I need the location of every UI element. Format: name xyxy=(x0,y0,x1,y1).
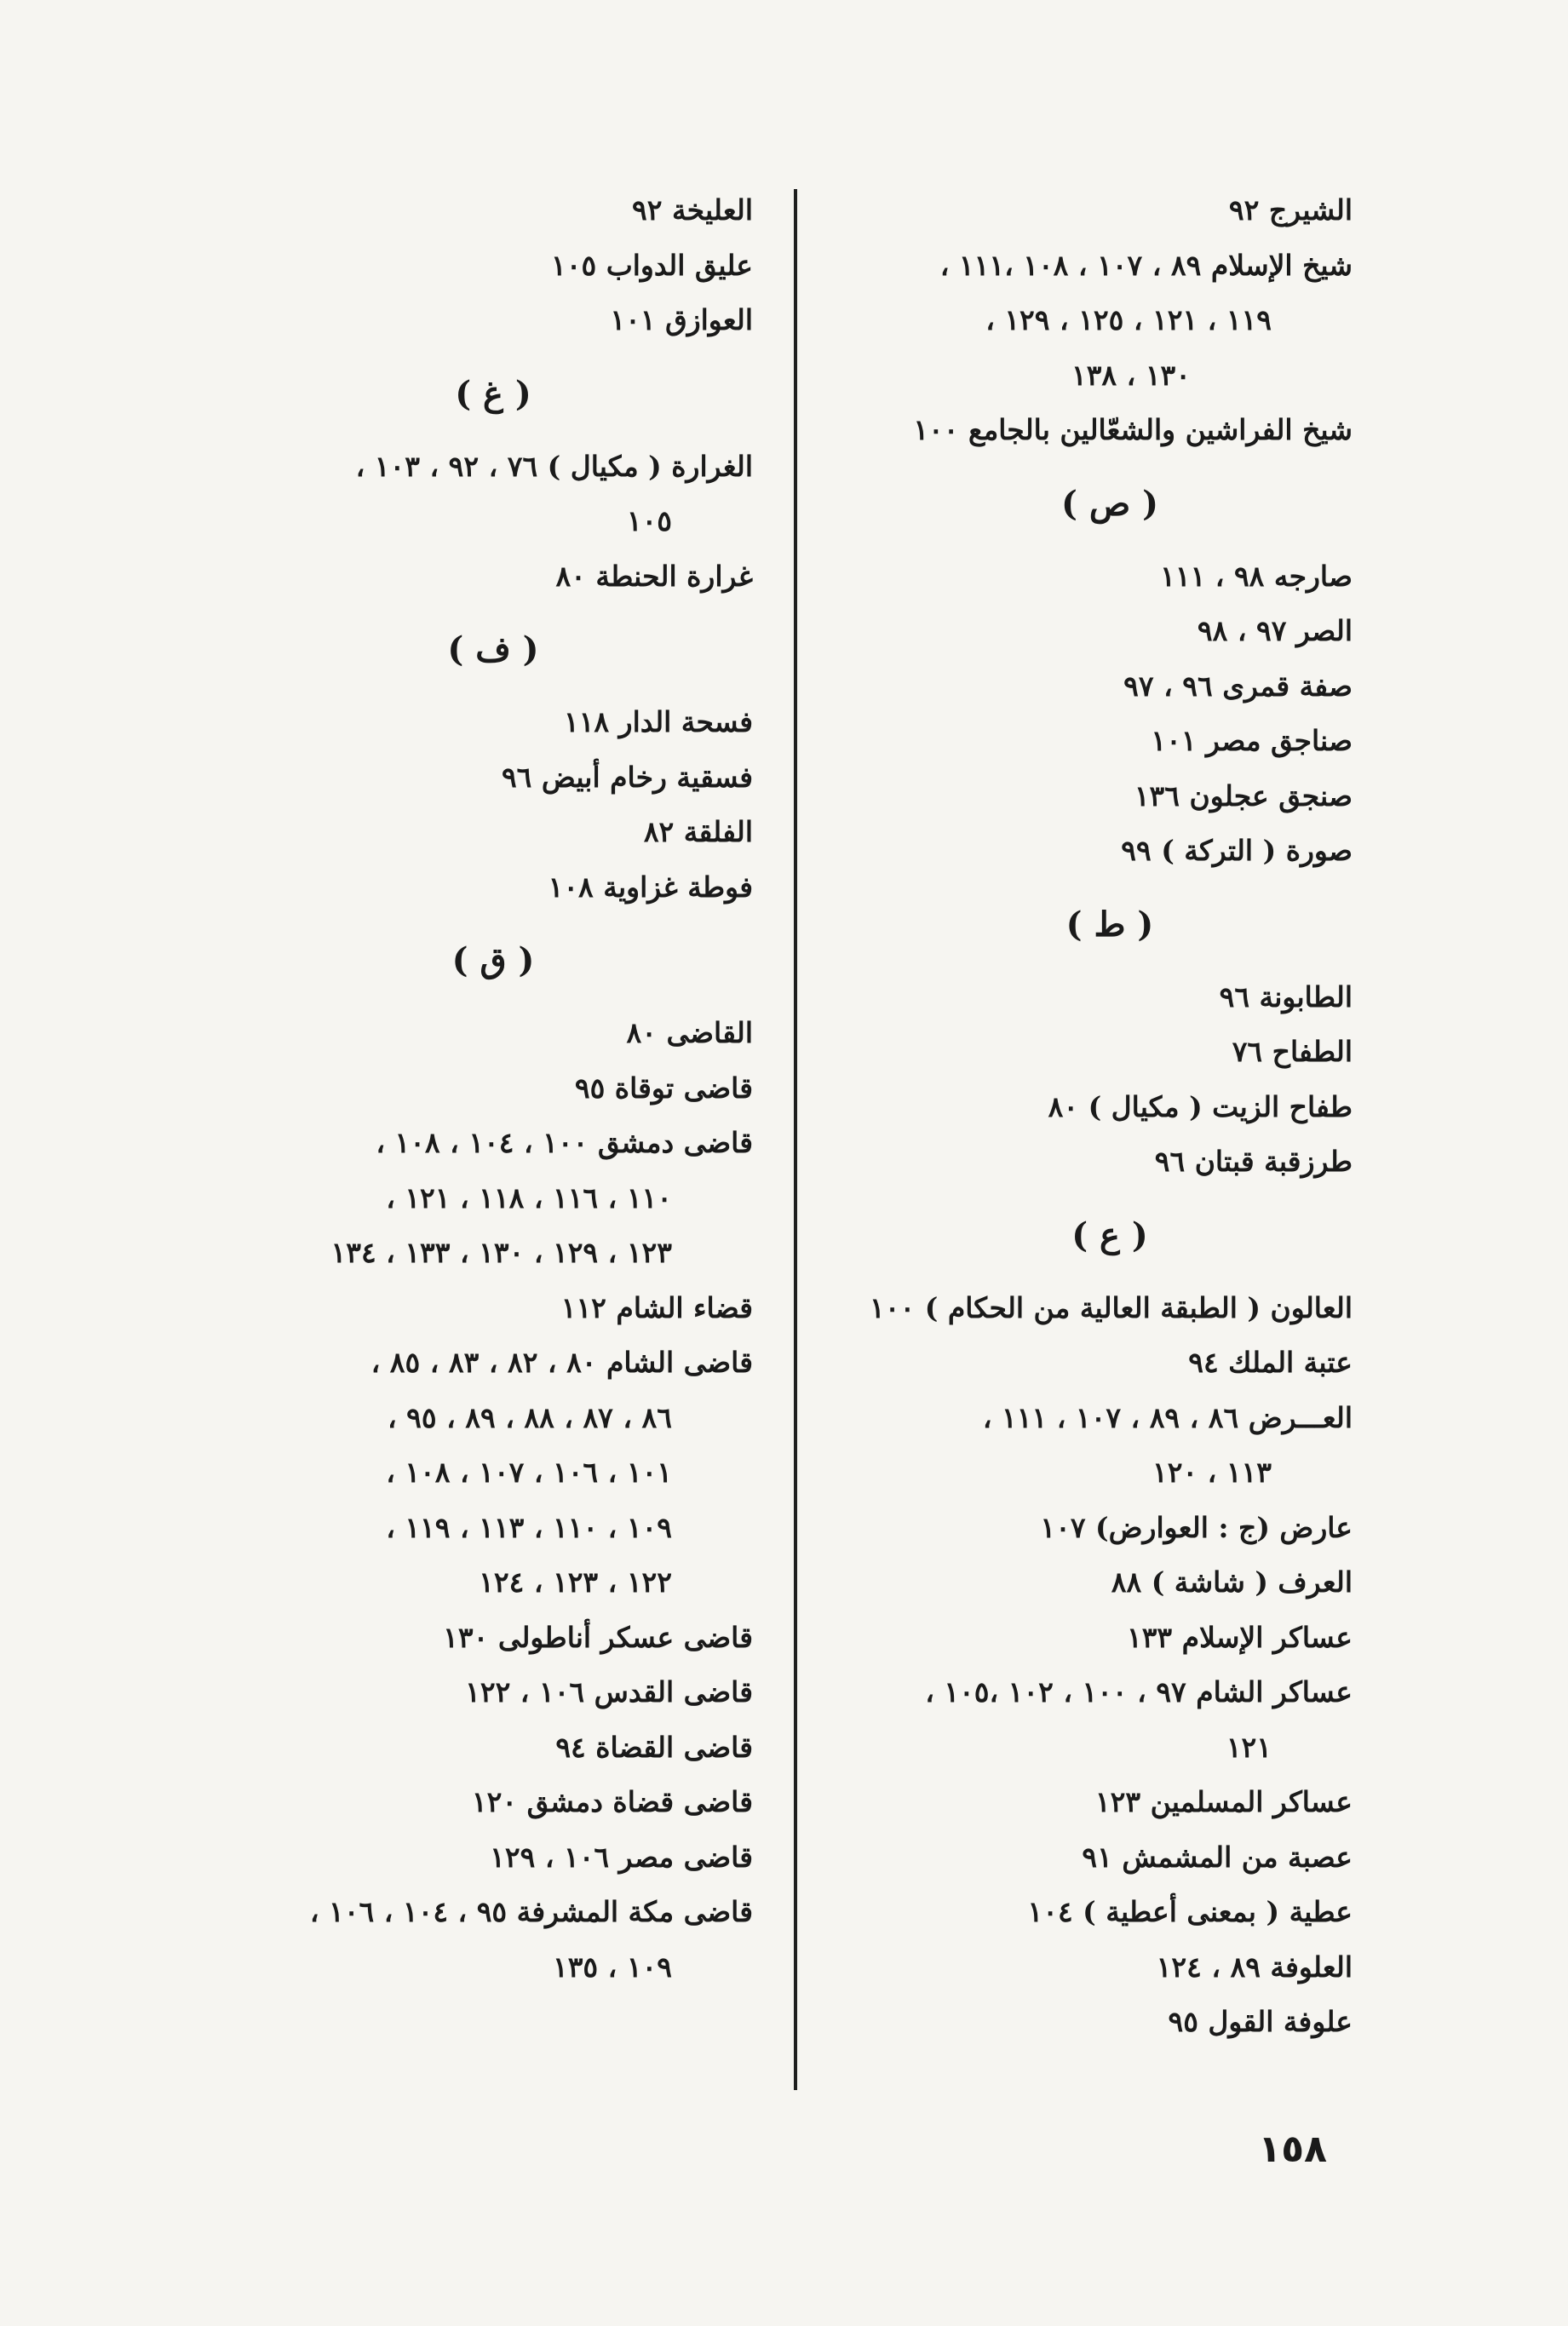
index-entry: قاضى مكة المشرفة ٩٥ ، ١٠٤ ، ١٠٦ ، xyxy=(309,1895,753,1928)
index-entry: العوازق ١٠١ xyxy=(610,303,753,336)
index-entry: فوطة غزاوية ١٠٨ xyxy=(548,870,753,904)
index-entry-continuation: ١١٩ ، ١٢١ ، ١٢٥ ، ١٢٩ ، xyxy=(985,303,1272,336)
index-entry: عتبة الملك ٩٤ xyxy=(1188,1346,1353,1379)
index-entry-continuation: ١٢٣ ، ١٢٩ ، ١٣٠ ، ١٣٣ ، ١٣٤ xyxy=(330,1236,672,1269)
letter-heading-ghayn: ( غ ) xyxy=(455,373,531,414)
index-entry: علوفة القول ٩٥ xyxy=(1168,2005,1353,2038)
index-entry: القاضى ٨٠ xyxy=(626,1016,753,1049)
index-entry: عساكر الشام ٩٧ ، ١٠٠ ، ١٠٢ ،١٠٥ ، xyxy=(925,1675,1353,1709)
left-column xyxy=(165,183,753,1995)
index-entry: العليخة ٩٢ xyxy=(632,193,753,227)
index-entry: عساكر المسلمين ١٢٣ xyxy=(1094,1785,1353,1818)
index-entry: غرارة الحنطة ٨٠ xyxy=(555,559,753,593)
index-entry: عليق الدواب ١٠٥ xyxy=(551,248,753,282)
index-entry: صارجه ٩٨ ، ١١١ xyxy=(1160,559,1353,593)
index-entry-continuation: ١٢١ xyxy=(1226,1730,1272,1764)
index-entry: قضاء الشام ١١٢ xyxy=(560,1290,753,1324)
index-entry: صناجق مصر ١٠١ xyxy=(1151,724,1353,757)
index-entry: عصبة من المشمش ٩١ xyxy=(1082,1840,1353,1874)
index-entry: فسحة الدار ١١٨ xyxy=(563,705,753,738)
index-entry: قاضى قضاة دمشق ١٢٠ xyxy=(471,1785,753,1818)
index-entry: الطابونة ٩٦ xyxy=(1219,979,1353,1014)
index-entry-continuation: ١٠٩ ، ١٣٥ xyxy=(552,1950,672,1984)
column-divider xyxy=(794,189,797,2090)
right-column xyxy=(765,183,1353,2050)
index-entry-continuation: ١٠٥ xyxy=(626,504,672,537)
index-entry: شيخ الفراشين والشعّالين بالجامع ١٠٠ xyxy=(913,413,1353,446)
index-entry: عساكر الإسلام ١٣٣ xyxy=(1126,1620,1353,1654)
index-entry: عطية ( بمعنى أعطية ) ١٠٤ xyxy=(1027,1895,1353,1928)
index-entry: طرزقبة قبتان ٩٦ xyxy=(1154,1145,1353,1178)
index-entry: صورة ( التركة ) ٩٩ xyxy=(1121,834,1353,867)
letter-heading-ayn: ( ع ) xyxy=(1071,1215,1148,1255)
index-entry-continuation: ١١٠ ، ١١٦ ، ١١٨ ، ١٢١ ، xyxy=(386,1180,672,1215)
index-entry: شيخ الإسلام ٨٩ ، ١٠٧ ، ١٠٨ ،١١١ ، xyxy=(939,248,1353,282)
index-entry: صفة قمرى ٩٦ ، ٩٧ xyxy=(1123,669,1353,703)
index-entry: العرف ( شاشة ) ٨٨ xyxy=(1111,1565,1353,1599)
index-entry: العلوفة ٨٩ ، ١٢٤ xyxy=(1156,1950,1353,1984)
letter-heading-sad: ( ص ) xyxy=(1060,483,1159,524)
index-entry: قاضى الشام ٨٠ ، ٨٢ ، ٨٣ ، ٨٥ ، xyxy=(370,1346,753,1379)
index-entry-continuation: ٨٦ ، ٨٧ ، ٨٨ ، ٨٩ ، ٩٥ ، xyxy=(388,1400,672,1434)
index-entry-continuation: ١٢٢ ، ١٢٣ ، ١٢٤ xyxy=(479,1565,672,1599)
index-entry: صنجق عجلون ١٣٦ xyxy=(1134,778,1353,813)
index-entry: قاضى القدس ١٠٦ ، ١٢٢ xyxy=(465,1675,753,1709)
index-entry: الطفاح ٧٦ xyxy=(1232,1035,1353,1068)
index-entry: قاضى القضاة ٩٤ xyxy=(555,1730,753,1764)
index-entry: العالون ( الطبقة العالية من الحكام ) ١٠٠ xyxy=(870,1290,1353,1324)
index-entry-continuation: ١١٣ ، ١٢٠ xyxy=(1152,1456,1272,1489)
index-entry: طفاح الزيت ( مكيال ) ٨٠ xyxy=(1048,1089,1353,1123)
index-entry: العـــرض ٨٦ ، ٨٩ ، ١٠٧ ، ١١١ ، xyxy=(982,1400,1353,1434)
index-entry: قاضى عسكر أناطولى ١٣٠ xyxy=(443,1620,753,1654)
index-entry: قاضى توقاة ٩٥ xyxy=(574,1071,753,1105)
index-entry: الصر ٩٧ ، ٩٨ xyxy=(1197,614,1353,647)
index-entry: الغرارة ( مكيال ) ٧٦ ، ٩٢ ، ١٠٣ ، xyxy=(355,449,753,483)
index-entry: قاضى دمشق ١٠٠ ، ١٠٤ ، ١٠٨ ، xyxy=(376,1126,753,1159)
index-entry: الفلقة ٨٢ xyxy=(643,815,753,848)
letter-heading-ta: ( ط ) xyxy=(1065,904,1154,945)
index-entry: عارض (ج : العوارض) ١٠٧ xyxy=(1040,1510,1353,1544)
index-entry-continuation: ١٠٩ ، ١١٠ ، ١١٣ ، ١١٩ ، xyxy=(386,1510,672,1544)
page-number: ١٥٨ xyxy=(1258,2128,1327,2171)
letter-heading-fa: ( ف ) xyxy=(447,629,539,669)
index-entry-continuation: ١٣٠ ، ١٣٨ xyxy=(1071,358,1191,392)
index-entry: قاضى مصر ١٠٦ ، ١٢٩ xyxy=(490,1840,753,1874)
index-entry: فسقية رخام أبيض ٩٦ xyxy=(501,760,753,794)
letter-heading-qaf: ( ق ) xyxy=(451,940,535,980)
index-entry-continuation: ١٠١ ، ١٠٦ ، ١٠٧ ، ١٠٨ ، xyxy=(386,1456,672,1489)
index-entry: الشيرج ٩٢ xyxy=(1228,193,1353,227)
